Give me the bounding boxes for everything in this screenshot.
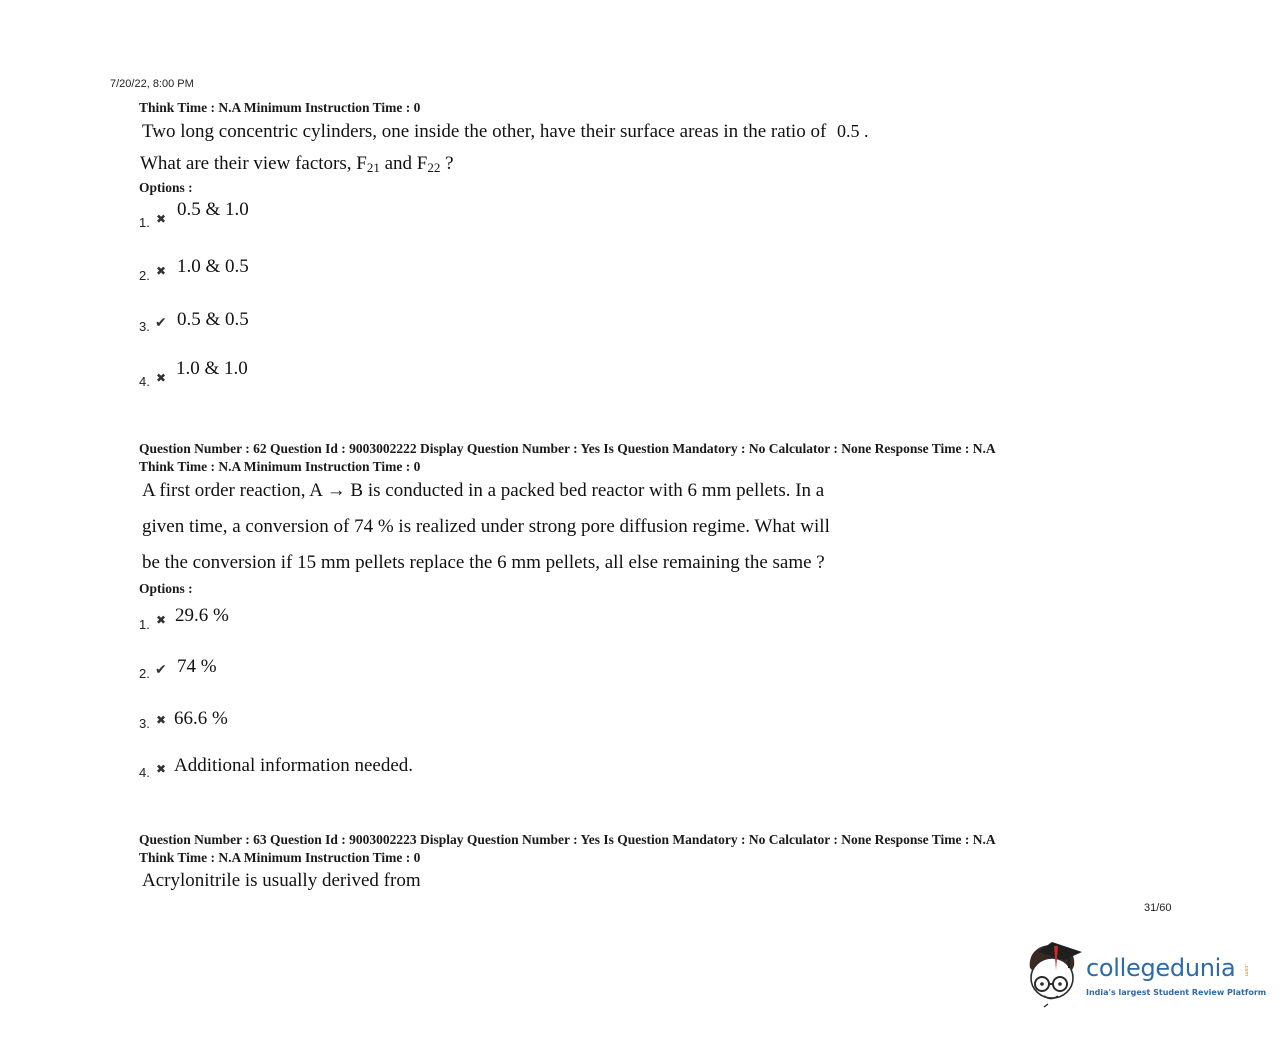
q61-option-3-text: 0.5 & 0.5 bbox=[177, 309, 249, 330]
correct-check-icon: ✔ bbox=[155, 662, 167, 678]
q61-line2-c: ? bbox=[440, 153, 454, 174]
q62-text-line1: A first order reaction, A → B is conducted in a packed bed reactor with 6 mm pellets. In a bbox=[142, 480, 825, 501]
q62-text-line3: be the conversion if 15 mm pellets replace the 6 mm pellets, all else remaining the same ? bbox=[142, 552, 825, 573]
q62-option-2-number: 2. bbox=[139, 666, 150, 681]
q62-option-1-number: 1. bbox=[139, 617, 150, 632]
wrong-mark-icon: ✖ bbox=[156, 762, 167, 776]
q61-text-line2 bbox=[140, 153, 454, 176]
q61-line2-b: and F bbox=[379, 153, 428, 174]
q61-option-4-number: 4. bbox=[139, 374, 150, 389]
brand-suffix: .com bbox=[1243, 964, 1249, 977]
q62-option-1-text: 29.6 % bbox=[175, 605, 229, 626]
print-datetime: 7/20/22, 8:00 PM bbox=[110, 78, 194, 90]
wrong-mark-icon: ✖ bbox=[156, 713, 167, 727]
q61-option-3-number: 3. bbox=[139, 319, 150, 334]
brand-tagline: India's largest Student Review Platform bbox=[1086, 988, 1267, 997]
correct-check-icon: ✔ bbox=[155, 315, 167, 331]
wrong-mark-icon: ✖ bbox=[156, 371, 167, 385]
q62-option-4-text: Additional information needed. bbox=[174, 755, 414, 776]
wrong-mark-icon: ✖ bbox=[156, 264, 167, 278]
q63-text-line1: Acrylonitrile is usually derived from bbox=[142, 870, 421, 891]
q62-option-3-number: 3. bbox=[139, 716, 150, 731]
q61-option-2-number: 2. bbox=[139, 268, 150, 283]
q61-line2-a: What are their view factors, F bbox=[140, 153, 367, 174]
wrong-mark-icon: ✖ bbox=[156, 212, 167, 226]
q62-option-4-number: 4. bbox=[139, 765, 150, 780]
brand-name: collegedunia bbox=[1086, 954, 1236, 982]
q61-options-label: Options : bbox=[139, 180, 193, 195]
q61-option-2-text: 1.0 & 0.5 bbox=[177, 256, 249, 277]
q61-option-1-number: 1. bbox=[139, 215, 150, 230]
q61-think-time: Think Time : N.A Minimum Instruction Time : 0 bbox=[139, 100, 421, 115]
q62-options-label: Options : bbox=[139, 581, 193, 596]
q62-option-3-text: 66.6 % bbox=[174, 708, 228, 729]
q63-meta: Question Number : 63 Question Id : 9003002223 Display Question Number : Yes Is Question Mandatory : No Calculator : None Response Time : N.A bbox=[139, 832, 996, 847]
q61-text-line1 bbox=[142, 121, 869, 143]
q61-line1: Two long concentric cylinders, one inside the other, have their surface areas in the ratio of bbox=[142, 121, 827, 142]
page-number: 31/60 bbox=[1144, 902, 1172, 914]
q62-think-time: Think Time : N.A Minimum Instruction Time : 0 bbox=[139, 459, 421, 474]
q62-meta: Question Number : 62 Question Id : 9003002222 Display Question Number : Yes Is Question Mandatory : No Calculator : None Response Time : N.A bbox=[139, 441, 996, 456]
q61-ratio: 0.5 . bbox=[837, 121, 869, 141]
q61-sub-22: 22 bbox=[427, 160, 441, 175]
q61-option-1-text: 0.5 & 1.0 bbox=[177, 199, 249, 220]
mascot-logo-icon bbox=[1024, 940, 1086, 1010]
q62-option-2-text: 74 % bbox=[177, 656, 217, 677]
q61-sub-21: 21 bbox=[366, 160, 380, 175]
q62-text-line2: given time, a conversion of 74 % is realized under strong pore diffusion regime. What will bbox=[142, 516, 830, 537]
q63-think-time: Think Time : N.A Minimum Instruction Time : 0 bbox=[139, 850, 421, 865]
wrong-mark-icon: ✖ bbox=[156, 613, 167, 627]
q61-option-4-text: 1.0 & 1.0 bbox=[176, 358, 248, 379]
